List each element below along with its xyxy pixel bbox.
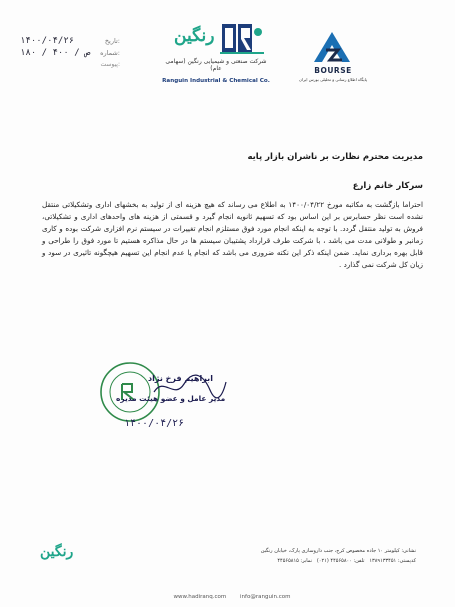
bourse-logo [300,28,366,80]
footer-phone: تلفن: ۴۴۵۶۵۸۰۰ (۰۲۱) [316,558,365,564]
company-fa-name: رنگین [174,26,215,46]
date-row [20,36,120,48]
footer-address: نشانی: کیلومتر ۱۰ جاده مخصوص کرج، جنب داروسازی پارک، خیابان رنگین [260,548,416,554]
signatory-name: ابراهیم فرخ نژاد [148,374,213,383]
footer-postal: کدپستی: ۱۳۸۹۱۳۳۴۵۱ [369,558,416,564]
salutation: سرکار خانم زارع [352,181,423,191]
number-row [20,48,120,60]
attachment-label: پیوست: [100,61,120,68]
footer-web [122,594,342,600]
footer-brand: رنگین [40,544,74,560]
date-label: تاریخ: [104,37,120,45]
footer-fax: نمابر: ۴۴۵۶۵۸۱۵ [277,558,313,564]
bourse-mark-icon [300,28,366,66]
bourse-tagline: پایگاه اطلاع رسانی و تحلیلی بورس ایران [299,77,367,82]
footer-address-block [261,546,416,566]
date-value: ۱۴۰۰/۰۴/۲۶ [20,36,75,46]
company-en-name: Ranguin Industrial & Chemical Co. [162,78,270,84]
letter-meta [20,36,120,68]
signatory-title: مدیر عامل و عضو هیئت مدیره [116,394,226,403]
number-label: شماره: [100,49,120,57]
addressee: مدیریت محترم نظارت بر ناشران بازار پایه [247,152,423,162]
signature-date: ۱۴۰۰/۰۴/۲۶ [124,418,185,429]
letter-body: احتراما بازگشت به مکاتبه مورخ ۱۴۰۰/۰۴/۲۲ به اطلاع می رساند که هیچ هزینه ای از تولید به بخشهای اداری وتشکیلاتی منتقل نشده است نظر حسابرس بر این اساس بود که تسهیم ثانویه انجام گیرد و قسمتی از هزینه های واحدهای اداری و تشکیلاتی، فروش به تولید منتقل گردد. با توجه به اینکه انجام مورد فوق مستلزم انجام تغییرات در سیستم نرم افزاری شرکت بوده و کاری زمانبر و طولانی مدت می باشد ، با شرکت طرف قرارداد پشتیبان سیستم ها در حال مذاکره هستیم تا مورد فوق را طراحی و قابل بهره برداری نماید. ضمن اینکه ذکر این نکته ضروری می باشد که انجام یا عدم انجام این تسهیم هیچگونه تاثیری در سود و زیان کل شرکت نمی گذارد . [42,200,423,269]
ranguin-mark-icon [220,22,264,56]
footer-contact [261,556,416,566]
ranguin-logo [160,22,272,88]
footer-website[interactable]: www.hadiranq.com [173,594,227,600]
number-value: ۱۸۰ / ص / ۴۰۰ [20,48,91,58]
bourse-word: BOURSE [314,66,352,75]
company-fa-sub: شرکت صنعتی و شیمیایی رنگین (سهامی عام) [165,58,267,72]
footer-email[interactable]: info@ranguin.com [240,594,291,600]
